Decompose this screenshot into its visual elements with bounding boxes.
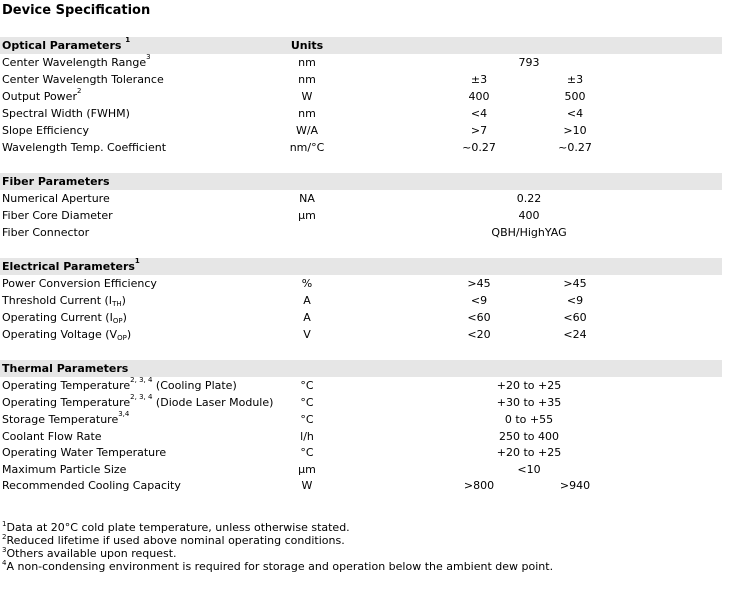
param-label: Operating Water Temperature [2,446,167,459]
param-label: Center Wavelength Tolerance [2,73,164,86]
param-label: Operating Temperature [2,396,131,409]
spec-row [0,444,722,461]
param-value: +20 to +25 [496,446,562,459]
subscript: OP [117,334,127,342]
param-value: 400 [518,209,540,222]
footnote-mark: 4 [2,559,7,567]
footnote-ref: 2, 3, 4 [130,393,153,401]
param-label: Threshold Current (I [2,294,113,307]
param-label: Storage Temperature [2,413,119,426]
param-value-1: <9 [470,294,488,307]
param-value: 250 to 400 [498,430,560,443]
spec-row [0,477,722,494]
param-value-1: >45 [467,277,491,290]
section-header-fiber [0,173,722,190]
param-value-1: <60 [467,311,491,324]
param-label-end: (Diode Laser Module) [152,396,274,409]
param-value-1: 400 [468,90,490,103]
page-title: Device Specification [2,3,151,18]
param-value: 0.22 [516,192,542,205]
param-label: Operating Temperature [2,379,131,392]
spec-row [0,394,722,411]
footnote [2,534,553,547]
footnote [2,547,553,560]
footnote-ref: 2, 3, 4 [130,376,153,384]
param-unit: nm [298,73,316,86]
param-label: Fiber Connector [2,226,90,239]
param-unit: W [301,479,313,492]
param-value: 793 [518,56,540,69]
param-unit: A [303,311,311,324]
param-unit: µm [298,209,316,222]
param-value: 0 to +55 [504,413,554,426]
param-value-1: >7 [470,124,488,137]
section-title: Thermal Parameters [2,362,129,375]
subscript: OP [112,317,123,325]
param-value-2: ~0.27 [558,141,592,154]
param-label: Spectral Width (FWHM) [2,107,130,120]
spec-row [0,105,722,122]
param-label: Fiber Core Diameter [2,209,113,222]
spec-row [0,190,722,207]
spec-row [0,122,722,139]
spec-row [0,88,722,105]
spec-row [0,71,722,88]
footnote-text: Data at 20°C cold plate temperature, unless otherwise stated. [6,521,350,534]
param-unit: °C [300,379,314,392]
param-label-end: ) [126,328,132,341]
footnote-ref: 1 [134,257,140,265]
spec-row [0,139,722,156]
param-unit: nm [298,56,316,69]
param-value-2: <24 [563,328,587,341]
param-value-1: <4 [470,107,488,120]
spec-row [0,309,722,326]
footnote-mark: 3 [2,546,7,554]
spec-row [0,428,722,445]
footnote-ref: 3 [146,53,151,61]
param-label: Operating Voltage (V [2,328,118,341]
param-value-2: <9 [566,294,584,307]
param-label: Slope Efficiency [2,124,90,137]
subscript: TH [112,300,122,308]
param-unit: W [301,90,313,103]
param-value-1: ±3 [470,73,488,86]
param-unit: A [303,294,311,307]
param-label: Power Conversion Efficiency [2,277,157,290]
param-unit: V [303,328,311,341]
param-value-1: <20 [467,328,491,341]
param-value-2: >45 [563,277,587,290]
param-unit: µm [298,463,316,476]
section-header-optical [0,37,722,54]
param-unit: W/A [295,124,319,137]
param-label: Recommended Cooling Capacity [2,479,181,492]
param-unit: nm/°C [289,141,325,154]
param-value-1: ~0.27 [462,141,496,154]
param-value: +30 to +35 [496,396,562,409]
param-unit: nm [298,107,316,120]
param-value-2: <4 [566,107,584,120]
param-unit: °C [300,413,314,426]
section-header-thermal [0,360,722,377]
param-value-1: >800 [463,479,495,492]
param-value: QBH/HighYAG [491,226,567,239]
param-label: Output Power [2,90,77,103]
param-label: Wavelength Temp. Coefficient [2,141,167,154]
spec-row [0,54,722,71]
footnote-text: A non-condensing environment is required for storage and operation below the ambient dew point. [6,560,554,573]
footnote-text: Reduced lifetime if used above nominal operating conditions. [6,534,345,547]
footnote-ref: 2 [76,87,82,95]
param-unit: l/h [300,430,314,443]
spec-row [0,461,722,478]
spec-row [0,292,722,309]
spec-row [0,275,722,292]
section-title: Optical Parameters [2,39,122,52]
param-label: Numerical Aperture [2,192,110,205]
units-header: Units [290,39,324,52]
param-value-2: 500 [564,90,586,103]
param-unit: °C [300,446,314,459]
param-label: Center Wavelength Range [2,56,147,69]
param-label-end: (Cooling Plate) [152,379,237,392]
section-header-electrical [0,258,722,275]
param-label-end: ) [121,294,126,307]
footnotes [2,521,553,573]
param-value-2: ±3 [566,73,584,86]
param-label: Maximum Particle Size [2,463,127,476]
param-value: <10 [517,463,541,476]
footnote-mark: 2 [2,533,7,541]
footnote-ref: 1 [125,36,131,44]
footnote-text: Others available upon request. [6,547,177,560]
param-value: +20 to +25 [496,379,562,392]
spec-row [0,224,722,241]
spec-row [0,411,722,428]
footnote-mark: 1 [2,520,7,528]
param-value-2: <60 [563,311,587,324]
footnote [2,560,553,573]
param-unit: NA [299,192,315,205]
spec-row [0,377,722,394]
param-label-end: ) [122,311,127,324]
param-value-2: >940 [559,479,591,492]
section-title: Fiber Parameters [2,175,110,188]
section-title: Electrical Parameters [2,260,135,273]
param-label: Operating Current (I [2,311,113,324]
spec-row [0,326,722,343]
param-value-2: >10 [563,124,587,137]
spec-row [0,207,722,224]
footnote [2,521,553,534]
param-label: Coolant Flow Rate [2,430,102,443]
footnote-ref: 3,4 [118,410,130,418]
param-unit: % [301,277,313,290]
param-unit: °C [300,396,314,409]
